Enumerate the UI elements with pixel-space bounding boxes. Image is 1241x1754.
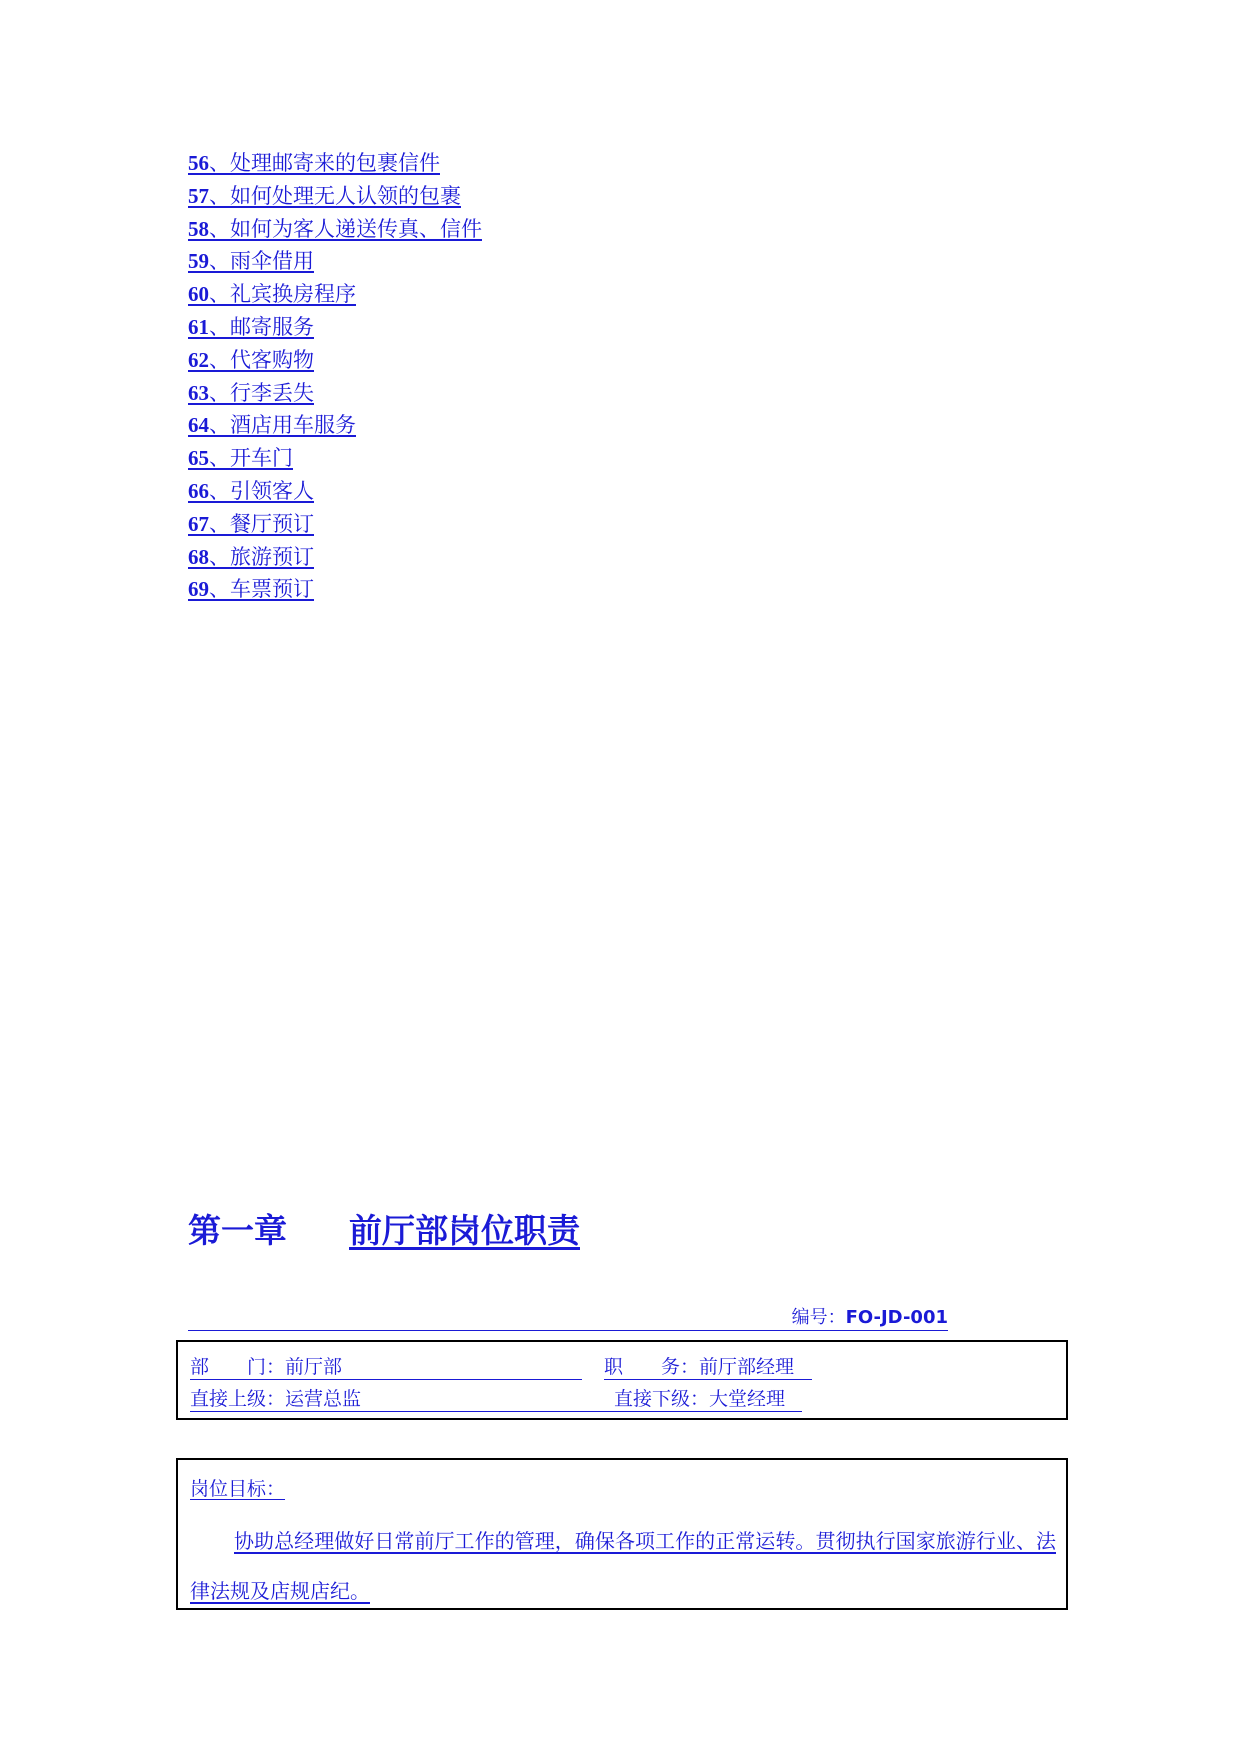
toc-item-number: 64 bbox=[188, 413, 209, 438]
goal-text[interactable]: 协助总经理做好日常前厅工作的管理，确保各项工作的正常运转。贯彻执行国家旅游行业、法律法规及店规店纪。 bbox=[190, 1529, 1056, 1603]
toc-link[interactable] bbox=[188, 315, 314, 339]
toc-item[interactable] bbox=[188, 442, 482, 475]
toc-item-text: 、酒店用车服务 bbox=[209, 413, 356, 438]
chapter-label: 第一章 bbox=[188, 1211, 287, 1250]
toc-item-text: 、代客购物 bbox=[209, 347, 314, 372]
toc-item-text: 、开车门 bbox=[209, 446, 293, 471]
toc-item-number: 66 bbox=[188, 478, 209, 503]
document-code-value: FO-JD-001 bbox=[845, 1307, 948, 1328]
document-code-label: 编号： bbox=[791, 1307, 846, 1328]
info-row-reporting bbox=[190, 1384, 802, 1414]
toc-item-text: 、行李丢失 bbox=[209, 380, 314, 405]
toc-item[interactable] bbox=[188, 311, 482, 344]
toc-item-text: 、车票预订 bbox=[209, 577, 314, 602]
info-row-department bbox=[190, 1352, 812, 1382]
toc-item-number: 60 bbox=[188, 282, 209, 307]
toc-item-number: 69 bbox=[188, 577, 209, 602]
toc-item-number: 65 bbox=[188, 446, 209, 471]
subordinate-label: 直接下级： bbox=[614, 1388, 710, 1410]
toc-item[interactable] bbox=[188, 475, 482, 508]
toc-link[interactable] bbox=[188, 381, 314, 405]
toc-item-text: 、旅游预订 bbox=[209, 544, 314, 569]
toc-item[interactable] bbox=[188, 147, 482, 180]
toc-link[interactable] bbox=[188, 446, 293, 470]
chapter-heading[interactable] bbox=[188, 1205, 580, 1252]
goal-title[interactable]: 岗位目标： bbox=[190, 1478, 286, 1500]
toc-item-number: 58 bbox=[188, 216, 209, 241]
toc-item-number: 63 bbox=[188, 380, 209, 405]
department-cell[interactable] bbox=[190, 1355, 582, 1380]
job-info-box bbox=[176, 1340, 1068, 1420]
toc-item-number: 56 bbox=[188, 151, 209, 175]
document-code-line bbox=[188, 1304, 948, 1331]
toc-link[interactable] bbox=[188, 479, 314, 503]
toc-item-text: 、如何为客人递送传真、信件 bbox=[209, 216, 482, 241]
toc-item-text: 、如何处理无人认领的包裹 bbox=[209, 183, 461, 208]
toc-item[interactable] bbox=[188, 245, 482, 278]
toc-link[interactable] bbox=[188, 545, 314, 569]
toc-item-number: 57 bbox=[188, 183, 209, 208]
toc-link[interactable] bbox=[188, 249, 314, 273]
toc-item-text: 、引领客人 bbox=[209, 478, 314, 503]
toc-link[interactable] bbox=[188, 577, 314, 601]
job-goal-box bbox=[176, 1458, 1068, 1610]
toc-item-number: 67 bbox=[188, 511, 209, 536]
toc-item[interactable] bbox=[188, 541, 482, 574]
subordinate-value: 大堂经理 bbox=[709, 1388, 786, 1410]
toc-link[interactable] bbox=[188, 348, 314, 372]
toc-link[interactable] bbox=[188, 512, 314, 536]
toc-link[interactable] bbox=[188, 151, 440, 175]
toc-item-text: 、邮寄服务 bbox=[209, 314, 314, 339]
toc-item-text: 、处理邮寄来的包裹信件 bbox=[209, 151, 440, 175]
toc-item[interactable] bbox=[188, 213, 482, 246]
position-value: 前厅部经理 bbox=[699, 1356, 795, 1378]
position-label: 职 务： bbox=[604, 1356, 700, 1378]
toc-item-text: 、雨伞借用 bbox=[209, 249, 314, 274]
toc-link[interactable] bbox=[188, 217, 482, 241]
toc-item-text: 、礼宾换房程序 bbox=[209, 282, 356, 307]
department-label: 部 门： bbox=[190, 1356, 286, 1378]
document-code[interactable] bbox=[792, 1303, 948, 1329]
toc-item[interactable] bbox=[188, 409, 482, 442]
toc-link[interactable] bbox=[188, 184, 461, 208]
superior-value: 运营总监 bbox=[285, 1388, 362, 1410]
department-value: 前厅部 bbox=[285, 1356, 343, 1378]
toc-link[interactable] bbox=[188, 282, 356, 306]
toc-item-number: 61 bbox=[188, 314, 209, 339]
toc-item[interactable] bbox=[188, 508, 482, 541]
toc-link[interactable] bbox=[188, 413, 356, 437]
chapter-title[interactable]: 前厅部岗位职责 bbox=[349, 1211, 580, 1250]
toc-item-text: 、餐厅预订 bbox=[209, 511, 314, 536]
toc-item-number: 62 bbox=[188, 347, 209, 372]
position-cell[interactable] bbox=[604, 1355, 812, 1380]
subordinate-cell[interactable] bbox=[614, 1387, 802, 1412]
superior-label: 直接上级： bbox=[190, 1388, 286, 1410]
table-of-contents bbox=[188, 147, 482, 606]
toc-item[interactable] bbox=[188, 573, 482, 606]
toc-item-number: 59 bbox=[188, 249, 209, 274]
toc-item[interactable] bbox=[188, 180, 482, 213]
toc-item[interactable] bbox=[188, 377, 482, 410]
superior-cell[interactable] bbox=[190, 1387, 614, 1412]
toc-item[interactable] bbox=[188, 344, 482, 377]
toc-item-number: 68 bbox=[188, 544, 209, 569]
toc-item[interactable] bbox=[188, 278, 482, 311]
